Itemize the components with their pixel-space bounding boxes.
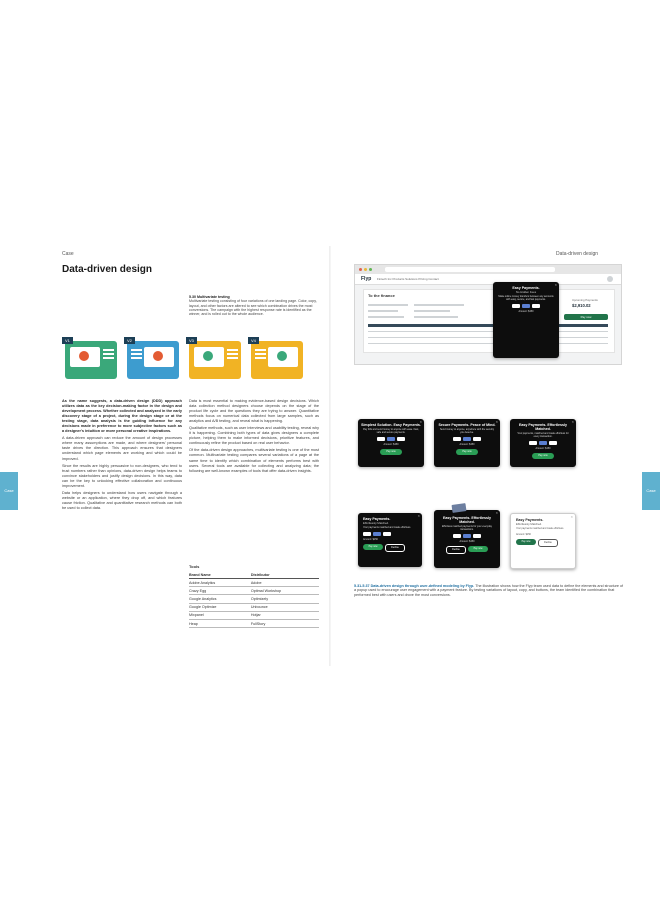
button-row (363, 544, 422, 552)
pay-now-button[interactable]: Pay now (564, 314, 608, 320)
table-cell: Crazy Egg (189, 587, 251, 595)
table-row (189, 579, 319, 587)
button-row (516, 539, 575, 547)
table-row (189, 603, 319, 611)
section-tab-left (0, 472, 18, 510)
table-cell: Adobe Analytics (189, 579, 251, 587)
version-card-4 (248, 337, 307, 381)
body-paragraph: Of the data-driven design approaches, multivariate testing is one of the most common. Multivariate testing compares several variations of a page at the same time to identify which combination of elements performs best with users. Several tools are available for collecting and analyzing data; the following are well-known examples of tools that offer data-driven insights. (189, 448, 319, 473)
figure-caption-text: Multivariate testing consisting of four variations of one landing page. Color, copy, layout, and other factors are altered to see which combination drives the most conversions. The campaign with the highest response rate is identified as the winner, and is rolled out to the whole audience. (189, 299, 317, 317)
card-icon[interactable] (539, 441, 547, 445)
variant-popup-1 (358, 419, 424, 467)
table-row (189, 587, 319, 595)
payment-methods (434, 534, 500, 538)
variant-popup-3 (510, 419, 576, 467)
table-cell: Google Analytics (189, 595, 251, 603)
placeholder-line (368, 316, 404, 318)
play-icon (277, 351, 287, 361)
pay-button[interactable]: Pay now (363, 544, 383, 550)
card-icon[interactable] (473, 534, 481, 538)
placeholder-line (414, 316, 458, 318)
figure-caption-label: 5.31-5.37 Data-driven design through user-defined modeling by Flyp. (354, 584, 475, 588)
popup-amount: Amount: $150 (459, 540, 475, 544)
close-icon[interactable]: ✕ (571, 420, 574, 424)
avatar (607, 276, 613, 282)
variant-popup-6 (510, 513, 576, 569)
text-lines-icon (131, 349, 142, 351)
card-icon[interactable] (529, 441, 537, 445)
section-title: To the finance (368, 293, 395, 298)
site-logo: Flyp (361, 276, 372, 282)
table-cell: Adobe (251, 579, 319, 587)
site-nav (355, 274, 621, 285)
figure-caption-label: 5.30 Multivariate testing (189, 295, 230, 299)
payment-methods (434, 437, 500, 441)
pay-button[interactable]: Pay now (468, 546, 488, 552)
section-tab-label: Case (646, 488, 656, 493)
play-icon (153, 351, 163, 361)
decline-button[interactable]: Decline (446, 546, 466, 554)
version-4-frame (251, 341, 303, 379)
body-column-2 (189, 399, 319, 476)
row-divider (368, 343, 608, 344)
card-icon[interactable] (532, 304, 540, 308)
pay-button[interactable]: Pay now (456, 449, 478, 455)
card-icon[interactable] (397, 437, 405, 441)
version-tag: V2 (124, 337, 135, 344)
column-header: Distributor (251, 571, 319, 579)
card-icon[interactable] (377, 437, 385, 441)
popup-title: Easy Payments. Effortlessly Matched. (443, 516, 491, 524)
text-lines-icon (103, 349, 114, 351)
card-icon[interactable] (473, 437, 481, 441)
popup-amount: Amount: $150 (363, 538, 378, 542)
browser-mockup (354, 264, 622, 365)
popup-title: Easy Payments. (516, 518, 544, 522)
popup-amount: Amount: $150 (516, 533, 531, 537)
text-lines-icon (227, 349, 238, 351)
version-card-2 (124, 337, 183, 381)
body-paragraph: Since the results are highly persuasive to non-designers, who tend to trust numbers rather than opinions, data-driven design helps teams to convince stakeholders and justify design decisions. In this way, data can be the key to unlocking effective collaboration and continuous improvement. (62, 463, 182, 488)
payment-methods (358, 437, 424, 441)
popup-amount: Amount: $150 (535, 447, 551, 451)
card-icon[interactable] (522, 304, 530, 308)
button-row (434, 546, 500, 554)
table-cell: Optimizely (251, 595, 319, 603)
browser-titlebar (355, 265, 621, 274)
site-nav-links: Fintech Inc Products Solutions Pricing Contact (377, 277, 439, 281)
stat-value: $2,910.02 (572, 303, 591, 308)
section-tab-right (642, 472, 660, 510)
placeholder-line (414, 304, 464, 306)
pay-button[interactable]: Pay now (516, 539, 536, 545)
figure-caption-top (189, 295, 319, 316)
body-paragraph: Qualitative methods, such as user interviews and usability testing, reveal why it is happening. Combining both types of data gives designers a complete picture, helping them to make informed decisions, prioritize features, and continuously refine the product based on real user behavior. (189, 426, 319, 446)
table-cell: Heap (189, 619, 251, 627)
gutter (329, 246, 331, 666)
popup-body: Your payments matched and made effortless. (516, 527, 564, 530)
popup-body: Pay bills and send money to anyone with ease. Fast, safe and secure payments. (363, 428, 419, 435)
close-icon[interactable]: ✕ (495, 420, 498, 424)
table-row (189, 611, 319, 619)
placeholder-line (414, 310, 450, 312)
card-icon[interactable] (453, 437, 461, 441)
popup-subtitle: No Hidden Fees (515, 290, 537, 294)
table-header-row (189, 571, 319, 579)
tools-heading: Tools (189, 564, 200, 569)
figure-caption-text: The illustration shows how the Flyp team used data to define the elements and structure of a popup used to encourage user engagement with a payment feature. By testing variations of layout, copy, and buttons, the team identified the combination that performed best with users and drove the most conversions. (354, 584, 624, 597)
version-tag: V1 (62, 337, 73, 344)
left-running-head: Case (62, 251, 74, 257)
table-row (189, 595, 319, 603)
address-bar (385, 267, 555, 272)
version-tag: V3 (186, 337, 197, 344)
version-card-1 (62, 337, 121, 381)
text-lines-icon (255, 349, 266, 351)
body-paragraph: Data is most essential to making evidence-based design decisions. Which data collection method designers choose depends on the stage of the product life cycle and the questions they are trying to answer. Quantitative methods focus on numerical data collected from large samples, such as analytics and A/B testing, and reveal what is happening. (189, 399, 319, 424)
version-1-frame (65, 341, 117, 379)
close-icon[interactable]: ✕ (419, 420, 422, 424)
body-paragraph: A data-driven approach can reduce the amount of design processes where many assumptions are made, and where designers' personal taste drives the direction. This approach ensures that designers understand which page elements are working and which could be improved. (62, 436, 182, 461)
right-running-head: Data-driven design (556, 251, 598, 257)
decline-button[interactable]: Decline (538, 539, 558, 547)
table-row (189, 619, 319, 627)
body-column-1 (62, 399, 182, 513)
page-title: Data-driven design (62, 264, 153, 275)
table-cell: Google Optimize (189, 603, 251, 611)
close-icon[interactable]: ✕ (570, 515, 573, 519)
card-icon[interactable] (363, 532, 371, 536)
body-paragraph: Data helps designers to understand how users navigate through a website or an application, where they drop off, and which features cause friction. Qualitative and quantitative research methods can both be used to collect data. (62, 490, 182, 510)
row-divider (368, 337, 608, 338)
version-tag: V4 (248, 337, 259, 344)
pay-button[interactable]: Pay now (532, 453, 554, 459)
card-icon[interactable] (373, 532, 381, 536)
popup-subtitle: Effortlessly Matched. (516, 522, 542, 526)
card-icon[interactable] (549, 441, 557, 445)
payment-methods (510, 441, 576, 445)
payment-popup (493, 282, 559, 358)
close-icon[interactable]: ✕ (417, 514, 420, 518)
popup-body: Your payments, matched and made effortless for every transaction. (517, 432, 569, 439)
variant-popup-2 (434, 419, 500, 467)
card-icon[interactable] (387, 437, 395, 441)
popup-title: Secure Payments. Peace of Mind. (438, 423, 496, 427)
lead-paragraph: As the name suggests, a data-driven design (DDD) approach utilizes data as the key decision-making factor in the design and development process. Whether collected and analyzed in the early discovery stage of a project, during the design stage or at the testing stage, data analysis is the guiding influence for any decisions made in preference to more subjective factors such as a designer's intuition or more personal creative inspirations. (62, 399, 182, 434)
popup-title: Easy Payments. (363, 517, 391, 521)
popup-body: Your payments matched and made effortless. (363, 526, 411, 529)
payment-methods (363, 532, 422, 536)
card-icon[interactable] (463, 534, 471, 538)
variant-popup-5 (434, 510, 500, 568)
play-icon (203, 351, 213, 361)
popup-amount: Amount: $150 (383, 443, 399, 447)
dashboard-panel (363, 289, 615, 353)
close-dot-icon (359, 268, 362, 271)
table-header-bar (368, 324, 608, 327)
card-icon[interactable] (463, 437, 471, 441)
table-cell: FullStory (251, 619, 319, 627)
row-divider (368, 331, 608, 332)
close-icon[interactable]: ✕ (495, 511, 498, 515)
card-illustration-icon (452, 503, 467, 513)
stat-label: Upcoming Payments (572, 298, 598, 302)
popup-title: Easy Payments. (512, 286, 540, 290)
pay-button[interactable]: Pay now (380, 449, 402, 455)
maximize-dot-icon (369, 268, 372, 271)
card-icon[interactable] (512, 304, 520, 308)
version-card-3 (186, 337, 245, 381)
minimize-dot-icon (364, 268, 367, 271)
popup-subtitle: Effortlessly Matched. (363, 521, 389, 525)
popup-body: Make online money transfers between any accounts with easy, secure, and fast payments. (498, 295, 554, 302)
card-icon[interactable] (453, 534, 461, 538)
version-2-frame (127, 341, 179, 379)
table-cell: Hotjar (251, 611, 319, 619)
popup-title: Simplest Solution. Easy Payments. (361, 423, 421, 427)
book-spread (0, 246, 660, 666)
placeholder-line (368, 310, 398, 312)
decline-button[interactable]: Decline (385, 544, 405, 552)
figure-caption-bottom (354, 584, 624, 597)
column-header: Brand Name (189, 571, 251, 579)
payment-methods (493, 304, 559, 308)
card-icon[interactable] (383, 532, 391, 536)
popup-amount: Amount: $150 (459, 443, 475, 447)
popup-body: Send money to anyone, anywhere with the security you deserve. (439, 428, 495, 435)
close-icon[interactable]: ✕ (554, 283, 557, 287)
multivariate-versions (62, 337, 312, 381)
play-icon (79, 351, 89, 361)
table-cell: Mixpanel (189, 611, 251, 619)
popup-amount: Amount: $150 (518, 310, 534, 314)
popup-body: Effortless matched payments for your everyday transactions. (442, 525, 492, 532)
popup-title: Easy Payments. Effortlessly Matched. (519, 423, 567, 431)
version-3-frame (189, 341, 241, 379)
table-cell: Optimal Workshop (251, 587, 319, 595)
placeholder-line (368, 304, 408, 306)
variant-popup-4 (358, 513, 422, 567)
tools-table (189, 571, 319, 628)
table-cell: Unbounce (251, 603, 319, 611)
section-tab-label: Case (4, 488, 14, 493)
